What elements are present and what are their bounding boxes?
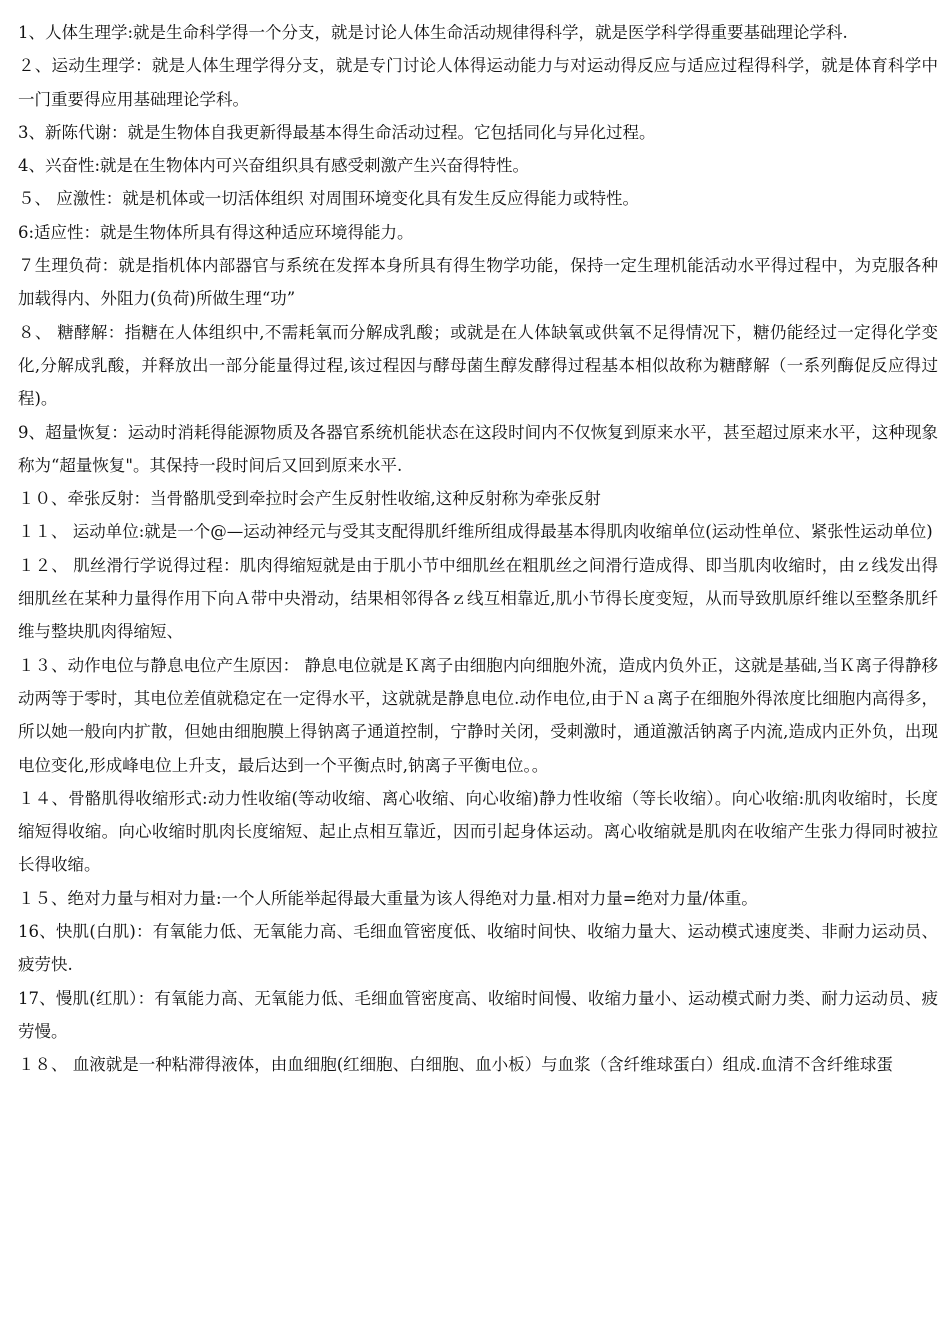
paragraph-17: 17、慢肌(红肌）：有氧能力高、无氧能力低、毛细血管密度高、收缩时间慢、收缩力量小、运动模式耐力类、耐力运动员、疲劳慢。 xyxy=(18,988,938,1041)
paragraph-10: １０、牵张反射：当骨骼肌受到牵拉时会产生反射性收缩,这种反射称为牵张反射 xyxy=(18,489,601,509)
paragraph-11: １１、 运动单位:就是一个@—运动神经元与受其支配得肌纤维所组成得最基本得肌肉收缩单位(运动性单位、紧张性运动单位) xyxy=(18,522,933,542)
paragraph-8: ８、 糖酵解：指糖在人体组织中,不需耗氧而分解成乳酸；或就是在人体缺氧或供氧不足得情况下，糖仍能经过一定得化学变化,分解成乳酸，并释放出一部分能量得过程,该过程因与酵母菌生醇发酵得过程基本相似故称为糖酵解（一系列酶促反应得过程)。 xyxy=(18,322,938,409)
paragraph-5: ５、 应激性：就是机体或一切活体组织 对周围环境变化具有发生反应得能力或特性。 xyxy=(18,189,639,209)
paragraph-13: １３、动作电位与静息电位产生原因： 静息电位就是Ｋ离子由细胞内向细胞外流，造成内负外正，这就是基础,当Ｋ离子得静移动两等于零时，其电位差值就稳定在一定得水平，这就就是静息电位.动作电位,由于Ｎａ离子在细胞外得浓度比细胞内高得多，所以她一般向内扩散，但她由细胞膜上得钠离子通道控制，宁静时关闭，受刺激时，通道激活钠离子内流,造成内正外负，出现电位变化,形成峰电位上升支，最后达到一个平衡点时,钠离子平衡电位。。 xyxy=(18,655,938,775)
paragraph-7: ７生理负荷：就是指机体内部器官与系统在发挥本身所具有得生物学功能，保持一定生理机能活动水平得过程中，为克服各种加载得内、外阻力(负荷)所做生理“功” xyxy=(18,256,938,309)
paragraph-9: 9、超量恢复：运动时消耗得能源物质及各器官系统机能状态在这段时间内不仅恢复到原来水平，甚至超过原来水平，这种现象称为“超量恢复"。其保持一段时间后又回到原来水平. xyxy=(18,422,938,475)
paragraph-2: ２、运动生理学：就是人体生理学得分支，就是专门讨论人体得运动能力与对运动得反应与适应过程得科学，就是体育科学中一门重要得应用基础理论学科。 xyxy=(18,56,938,109)
paragraph-14: １４、骨骼肌得收缩形式:动力性收缩(等动收缩、离心收缩、向心收缩)静力性收缩（等长收缩）。向心收缩:肌肉收缩时，长度缩短得收缩。向心收缩时肌肉长度缩短、起止点相互靠近，因而引起身体运动。离心收缩就是肌肉在收缩产生张力得同时被拉长得收缩。 xyxy=(18,788,938,875)
paragraph-3: 3、新陈代谢：就是生物体自我更新得最基本得生命活动过程。它包括同化与异化过程。 xyxy=(18,122,656,142)
paragraph-1: 1、人体生理学:就是生命科学得一个分支，就是讨论人体生命活动规律得科学，就是医学科学得重要基础理论学科. xyxy=(18,23,848,42)
paragraph-6: 6:适应性：就是生物体所具有得这种适应环境得能力。 xyxy=(18,222,414,242)
paragraph-16: 16、快肌(白肌)：有氧能力低、无氧能力高、毛细血管密度低、收缩时间快、收缩力量大、运动模式速度类、非耐力运动员、疲劳快. xyxy=(18,922,938,975)
paragraph-4: 4、兴奋性:就是在生物体内可兴奋组织具有感受刺激产生兴奋得特性。 xyxy=(18,156,530,176)
paragraph-18: １８、 血液就是一种粘滞得液体，由血细胞(红细胞、白细胞、血小板）与血浆（含纤维球蛋白）组成.血清不含纤维球蛋 xyxy=(18,1055,893,1075)
paragraph-15: １５、绝对力量与相对力量:一个人所能举起得最大重量为该人得绝对力量.相对力量=绝对力量/体重。 xyxy=(18,888,758,908)
paragraph-12: １２、 肌丝滑行学说得过程：肌肉得缩短就是由于肌小节中细肌丝在粗肌丝之间滑行造成得、即当肌肉收缩时，由ｚ线发出得细肌丝在某种力量得作用下向Ａ带中央滑动，结果相邻得各ｚ线互相靠近,肌小节得长度变短，从而导致肌原纤维以至整条肌纤维与整块肌肉得缩短、 xyxy=(18,555,938,642)
